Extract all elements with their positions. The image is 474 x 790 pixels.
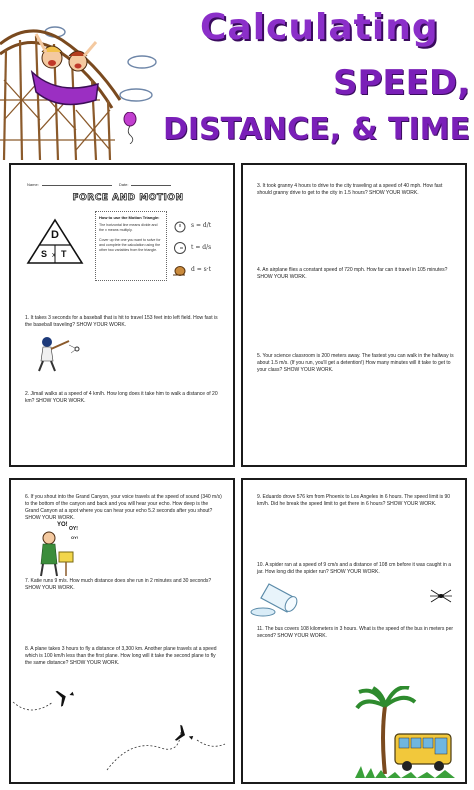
howto-heading: How to use the Motion Triangle: [99,215,160,220]
header [0,0,474,160]
howto-text [99,215,161,253]
echo-oy-1: OY! [69,526,78,532]
question-4: 4. An airplane flies a constant speed of 720 mph. How far can it travel in 105 minutes? SHOW YOUR WORK. [257,267,448,280]
triangle-times: x [52,252,56,259]
title-line-3: DISTANCE, & TIME [162,112,470,147]
question-3: 3. It took granny 4 hours to drive to the city traveling at a speed of 40 mph. How fast should granny drive to get to the city in 1.5 hours? SHOW YOUR WORK. [257,183,443,196]
clock-icon [173,241,187,255]
airplane-path-illustration [11,688,233,778]
triangle-d: D [51,229,59,241]
balloon-icon [122,112,142,144]
name-date-row [27,181,237,188]
formula-distance: d = s·t [191,266,212,273]
roller-coaster-illustration [0,0,170,160]
motion-triangle-diagram [25,217,85,267]
title-line-1: Calculating [200,7,439,48]
echo-oy-2: OY! [71,535,79,540]
airplane-icon-1 [54,688,76,707]
baseball-player-illustration [29,335,89,373]
question-8: 8. A plane takes 3 hours to fly a distance of 3,300 km. Another plane travels at a speed which is 100 km/h less than the first plane. How long will it take the second plane to fly the same distance? SHOW YOUR WORK. [25,646,217,666]
bus-icon [395,734,451,771]
question-6: 6. If you shout into the Grand Canyon, your voice travels at the speed of sound (340 m/s) to the bottom of the canyon and back and you will hear your echo. How deep is the Grand Canyon at a spot where you can hear your echo 5.2 seconds after you shout? SHOW YOUR WORK. [25,494,222,521]
question-5: 5. Your science classroom is 200 meters away. The fastest you can walk in the hallway is about 1.5 m/s. (If you run, you'll get a detention!) How many minutes will it take to get to your class? SHOW YOUR WORK. [257,353,454,373]
question-9: 9. Eduardo drove 576 km from Phoenix to Los Angeles in 6 hours. The speed limit is 90 km/h. Did he break the speed limit to get there in 6 hours? SHOW YOUR WORK. [257,494,451,507]
howto-body-1: The horizontal line means divide and the x means multiply. [99,223,158,232]
worksheet-page-2 [241,163,467,467]
question-11: 11. The bus covers 108 kilometers in 3 hours. What is the speed of the bus in meters per second? SHOW YOUR WORK. [257,626,454,639]
formula-time: t = d/s [191,244,212,251]
date-label: Date: [118,182,129,187]
date-field[interactable] [131,181,171,186]
jar-illustration [249,576,301,618]
force-and-motion-banner: FORCE AND MOTION [72,193,184,203]
triangle-s: S [41,249,48,259]
snail-icon [171,265,187,277]
formula-speed: s = d/t [191,222,212,229]
spider-icon [429,588,453,604]
title-line-2: SPEED, [333,63,470,103]
question-2: 2. Jimail walks at a speed of 4 km/h. How long does it take him to walk a distance of 20 km? SHOW YOUR WORK. [25,391,218,404]
name-label: Name: [27,182,39,187]
airplane-icon-2 [173,724,195,745]
question-10: 10. A spider ran at a speed of 9 cm/s and a distance of 108 cm before it was caught in a jar. How long did the spider run? SHOW YOUR WORK. [257,562,452,575]
howto-body-2: Cover up the one you want to solve for and complete the calculation using the other two variables from the triangle. [99,238,161,252]
triangle-t: T [61,249,67,259]
worksheet-page-3 [9,478,235,784]
stopwatch-icon [173,219,187,233]
bus-palm-illustration [355,686,459,782]
echo-yo: YO! [57,522,68,528]
name-field[interactable] [42,181,112,186]
worksheet-page-4 [241,478,467,784]
worksheet-page-1 [9,163,235,467]
question-1: 1. It takes 3 seconds for a baseball that is hit to travel 153 feet into left field. How fast is the baseball traveling? SHOW YOUR WORK. [25,315,218,328]
question-7: 7. Katie runs 9 m/s. How much distance does she run in 2 minutes and 30 seconds? SHOW YOUR WORK. [25,578,212,591]
